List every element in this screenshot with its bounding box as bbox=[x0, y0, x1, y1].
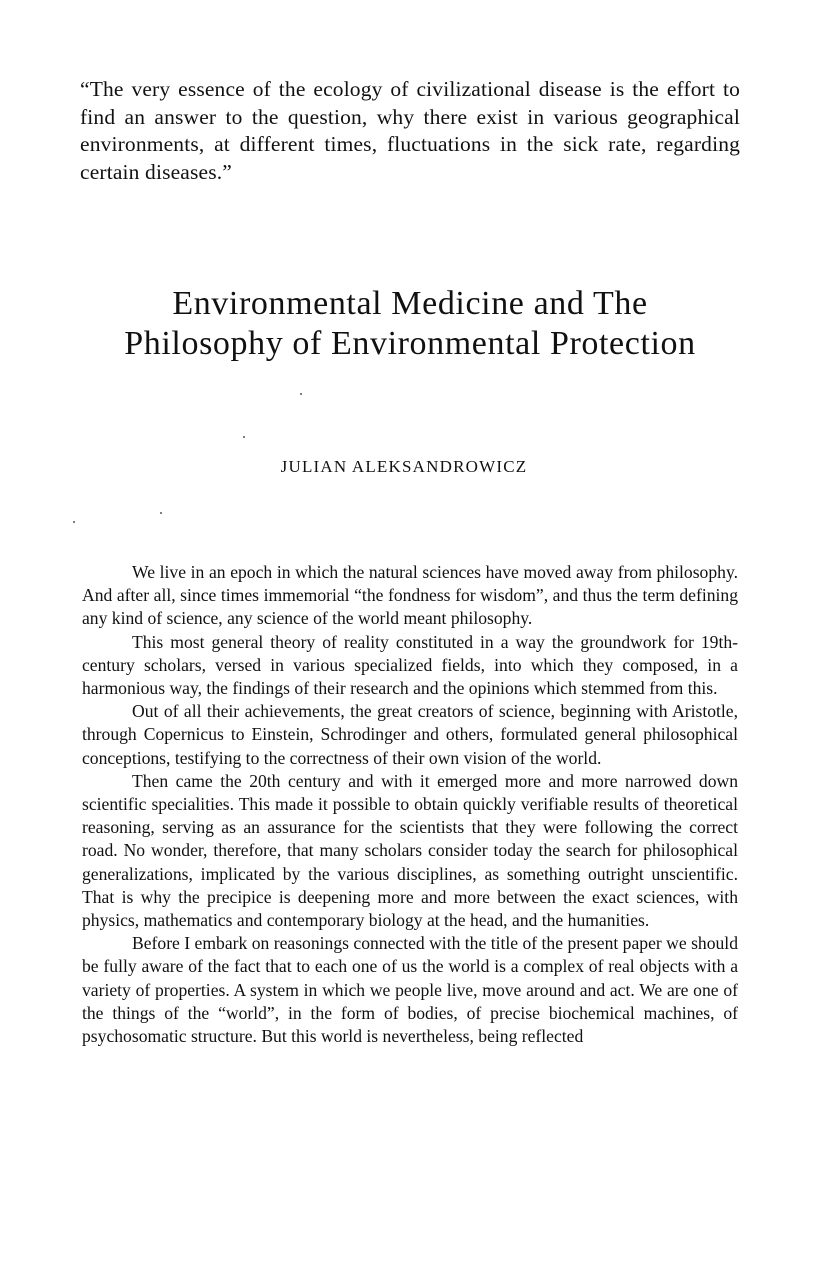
body-paragraph: Out of all their achievements, the great creators of science, beginning with Aristotle, through Copernicus to Einstein, Schrodinger and others, formulated general philosophical conceptions, testifying to the correctness of their own vision of the world. bbox=[82, 701, 738, 768]
epigraph-quote: “The very essence of the ecology of civilizational disease is the effort to find an answer to the question, why there exist in various geographical environments, at different times, fluctuations in the sick rate, regarding certain diseases.” bbox=[80, 77, 740, 184]
body-paragraph: We live in an epoch in which the natural sciences have moved away from philosophy. And after all, since times immemorial “the fondness for wisdom”, and thus the term defining any kind of science, any science of the world meant philosophy. bbox=[82, 562, 738, 629]
scan-speck bbox=[160, 512, 162, 514]
article-title: Environmental Medicine and The Philosophy of Environmental Protection bbox=[124, 285, 696, 362]
body-paragraph: This most general theory of reality constituted in a way the groundwork for 19th-century scholars, versed in various specialized fields, into which they composed, in a harmonious way, the findings of their research and the opinions which stemmed from this. bbox=[82, 631, 738, 699]
scan-speck bbox=[73, 521, 75, 523]
body-paragraph: Before I embark on reasonings connected with the title of the present paper we should be fully aware of the fact that to each one of us the world is a complex of real objects with a variety of properties. A system in which we people live, move around and act. We are one of the things of the “world”, in the form of bodies, of precise biochemical machines, of psychosomatic structure. But this world is nevertheless, being reflected bbox=[82, 933, 738, 1047]
scan-speck bbox=[243, 436, 245, 438]
article-body bbox=[82, 561, 738, 1048]
article-author: JULIAN ALEKSANDROWICZ bbox=[280, 457, 528, 476]
scan-speck bbox=[300, 393, 302, 395]
body-paragraph: Then came the 20th century and with it emerged more and more narrowed down scientific specialities. This made it possible to obtain quickly verifiable results of theoretical reasoning, serving as an assurance for the scientists that they were following the correct road. No wonder, therefore, that many scholars consider today the search for philosophical generalizations, implicated by the various disciplines, as something outright unscientific. That is why the precipice is deepening more and more between the exact sciences, with physics, mathematics and contemporary biology at the head, and the humanities. bbox=[82, 770, 738, 931]
